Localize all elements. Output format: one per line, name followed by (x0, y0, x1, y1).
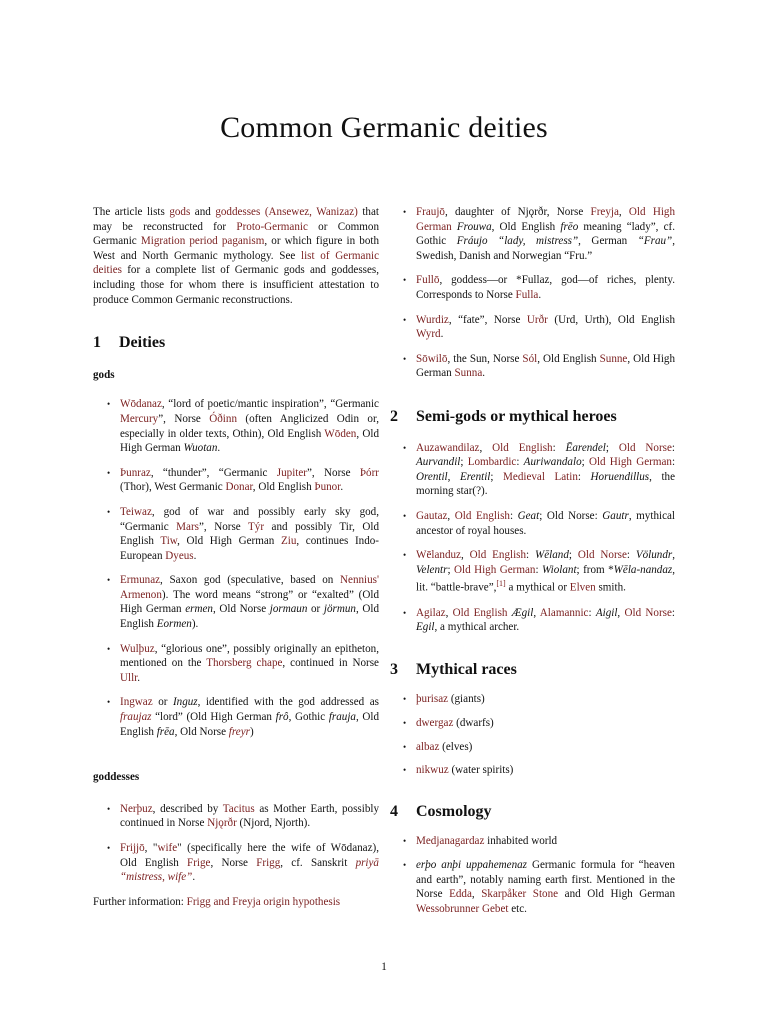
text-run: . (440, 328, 444, 341)
text-run: inhabited world (484, 835, 558, 848)
link[interactable]: Donar (225, 481, 253, 494)
link[interactable]: wife (157, 842, 178, 854)
link[interactable]: Thorsberg chape (206, 657, 283, 670)
text-run: , (617, 606, 625, 619)
bullet-icon: • (107, 399, 111, 410)
text-run: , Old English (252, 481, 315, 494)
text-run: , Old Norse (212, 603, 270, 616)
text-run: frauja (328, 711, 356, 724)
link[interactable]: (Ansewez, Wanizaz) (264, 206, 358, 218)
text-run: , “lord of poetic/mantic inspiration”, “Germanic (161, 398, 379, 411)
semigods-list (403, 441, 675, 635)
gods-list-item (107, 466, 379, 495)
text-run: that may be reconstructed for (93, 206, 379, 233)
text-run: , continues Indo-European (120, 535, 379, 562)
gods-list-item (107, 397, 380, 455)
link[interactable]: Medieval Latin (503, 470, 578, 483)
cosmology-list-item (403, 858, 675, 916)
text-run: : (526, 549, 536, 562)
races-list (403, 692, 675, 777)
link[interactable]: Jupiter (276, 466, 307, 479)
link[interactable]: Þunraz (120, 466, 151, 479)
link[interactable]: Freyja (590, 206, 619, 218)
text-run: , Norse (210, 856, 257, 869)
text-run: ; (568, 549, 578, 562)
text-run: Ēarendel (565, 441, 606, 454)
text-run: , cf. Sanskrit (280, 856, 356, 869)
text-run: or (307, 603, 324, 616)
text-run: Egil (416, 621, 435, 634)
text-run: Geat (517, 509, 540, 522)
bullet-icon: • (107, 643, 111, 654)
link[interactable]: Wyrd (416, 328, 441, 341)
link[interactable]: Wulþuz (120, 642, 155, 655)
link[interactable]: Frige (187, 856, 211, 869)
text-run: ”, Norse (198, 520, 248, 533)
text-run: , god of war and possibly early sky god, “Germanic (120, 505, 379, 533)
link[interactable]: Mars (176, 520, 199, 533)
bullet-icon: • (403, 275, 407, 286)
right-column (390, 205, 676, 916)
text-run: , German (578, 235, 638, 248)
text-run: (Njord, Njorth). (236, 817, 311, 830)
text-run: as Mother Earth, possibly continued in Norse (120, 802, 379, 830)
text-run: , Old English (120, 711, 380, 738)
link[interactable]: Óðinn (209, 412, 237, 425)
text-run: ; Old Norse: (539, 509, 603, 522)
text-run: and possibly Tir, Old English (120, 520, 379, 548)
text-run: Wēla-nandaz (613, 563, 673, 576)
left-column (93, 205, 379, 909)
text-run: , (471, 888, 482, 901)
bullet-icon: • (107, 575, 111, 586)
deities-list-continued (403, 205, 675, 381)
text-run: “Frau” (637, 235, 673, 248)
link[interactable]: Lombardic (467, 456, 517, 469)
text-run: frēo (560, 220, 579, 233)
link[interactable]: Týr (248, 520, 265, 533)
link[interactable]: Fraujō (416, 206, 445, 218)
section-title: Semi-gods or mythical heroes (416, 407, 617, 425)
link[interactable]: Alamannic (539, 606, 589, 619)
text-run: , (672, 549, 676, 562)
page-number: 1 (381, 961, 387, 973)
text-run: Aigil (595, 606, 618, 619)
gods-list (93, 397, 379, 739)
text-run: frô (275, 711, 289, 724)
link[interactable]: Fulla (515, 288, 539, 301)
subheading-gods: gods (93, 368, 115, 381)
bullet-icon: • (403, 607, 407, 618)
text-run: Auriwandalo (523, 456, 582, 469)
text-run: (often Anglicized Odin or, especially in older texts, Othin), Old English (120, 412, 379, 440)
link[interactable]: Wurdiz (416, 313, 449, 326)
text-run: : (588, 606, 596, 619)
link[interactable]: Skarpåker Stone (481, 888, 559, 901)
bullet-icon: • (107, 843, 111, 853)
link[interactable]: Old Norse (618, 441, 672, 454)
further-information (93, 895, 379, 910)
link[interactable]: Elven (569, 581, 596, 594)
bullet-icon: • (107, 467, 111, 478)
deities-list-item (403, 205, 676, 263)
link[interactable]: Auzawandilaz (416, 441, 480, 454)
link[interactable]: Urðr (526, 313, 548, 326)
text-run: Aurvandil (416, 456, 461, 469)
gods-list-item (107, 695, 380, 739)
text-run: , the morning star(?). (416, 470, 675, 498)
link[interactable]: Sunna (454, 367, 483, 380)
text-run: etc. (508, 902, 527, 915)
link[interactable]: Þunor (314, 481, 341, 494)
text-run: Further information: (93, 895, 187, 908)
link[interactable]: Njǫrðr (207, 817, 237, 830)
text-run: . (538, 288, 542, 301)
text-run: , or which figure in both West and North Germanic mythology. See (93, 235, 379, 262)
text-run: " (specifically here the wife of Wōdanaz), Old English (120, 842, 379, 869)
bullet-icon: • (107, 506, 111, 517)
text-run: Frouwa (456, 220, 492, 233)
text-run: ). (191, 618, 199, 631)
text-run: : (577, 470, 591, 483)
text-run: The article lists (93, 206, 170, 218)
link[interactable]: Wessobrunner Gebet (416, 902, 509, 915)
text-run: ; (490, 470, 504, 483)
text-run: , “glorious one”, possibly originally an epitheton, mentioned on the (120, 642, 379, 670)
link[interactable]: Wēlanduz (416, 549, 461, 562)
text-run: smith. (595, 581, 626, 594)
text-run: , (618, 206, 629, 218)
link[interactable]: Nerþuz (120, 802, 153, 815)
link[interactable]: Edda (449, 888, 472, 901)
text-run: or (152, 696, 173, 709)
deities-list-item (403, 313, 675, 342)
link[interactable]: Old High German (588, 456, 672, 469)
text-run: erþo anþi uppahemenaz (416, 858, 527, 871)
link[interactable]: Old English (469, 549, 527, 562)
text-run: , Old English (491, 220, 561, 233)
link[interactable]: Mercury (120, 412, 159, 425)
link[interactable]: Nennius' Armenon (120, 574, 379, 601)
bullet-icon: • (403, 550, 407, 561)
page-title: Common Germanic deities (220, 111, 548, 144)
link[interactable]: nikwuz (416, 764, 449, 777)
link[interactable]: [1] (496, 579, 506, 589)
section-title: Mythical races (416, 660, 517, 678)
semigods-list-item (403, 548, 676, 595)
text-run: ; (460, 456, 468, 469)
text-run: , " (144, 842, 158, 854)
section-number: 3 (390, 660, 398, 678)
section-title: Cosmology (416, 802, 492, 820)
link[interactable]: þurisaz (416, 693, 449, 706)
bullet-icon: • (403, 314, 407, 325)
cosmology-list-item (403, 834, 675, 849)
bullet-icon: • (403, 353, 407, 364)
text-run: Wiolant (542, 563, 577, 576)
gods-list-item (107, 505, 379, 563)
semigods-list-item (403, 441, 676, 499)
text-run: : (552, 441, 566, 454)
link[interactable]: Dyeus (165, 549, 194, 562)
text-run: : (671, 606, 675, 619)
text-run: , “fate”, Norse (448, 313, 527, 326)
text-run: , Old High German (177, 535, 281, 548)
text-run: , Old High German (416, 352, 675, 380)
text-run: ; (447, 563, 454, 576)
races-list-item (403, 692, 675, 707)
link[interactable]: Teiwaz (120, 505, 152, 518)
text-run: , (479, 441, 493, 454)
text-run: , (447, 470, 460, 483)
text-run: jormaun (269, 603, 308, 616)
text-run: ; (605, 441, 619, 454)
text-run: , Swedish, Danish and Norwegian “Fru.” (416, 235, 675, 262)
text-run: , lit. “battle-brave”, (416, 563, 675, 594)
text-run: : (535, 563, 543, 576)
link[interactable]: Fullō (416, 274, 440, 287)
text-run: , (447, 509, 455, 522)
text-run: , described by (152, 802, 223, 815)
text-run: Wuotan (183, 442, 218, 455)
link[interactable]: fraujaz (120, 711, 152, 724)
link[interactable]: gods (169, 206, 191, 218)
text-run: , Saxon god (speculative, based on (160, 574, 341, 587)
link[interactable]: Wōden (324, 427, 357, 440)
text-run: (dwarfs) (453, 716, 494, 729)
link[interactable]: Ullr (120, 671, 138, 684)
text-run: , Old High German (120, 427, 380, 455)
races-list-item (403, 763, 675, 778)
text-run: Fráujo “lady, mistress” (456, 235, 579, 248)
link[interactable]: Frigg (256, 856, 281, 869)
bullet-icon: • (107, 697, 111, 708)
bullet-icon: • (403, 741, 407, 752)
link[interactable]: albaz (416, 740, 440, 753)
text-run: : (671, 456, 676, 469)
link[interactable]: Old Norse (624, 606, 672, 619)
link[interactable]: Old Norse (577, 549, 627, 562)
section-number: 2 (390, 407, 398, 425)
link[interactable]: Sunne (599, 352, 628, 365)
bullet-icon: • (403, 765, 407, 776)
text-run: , (533, 606, 540, 619)
link[interactable]: list of Germanic deities (93, 249, 379, 277)
semigods-list-item (403, 509, 675, 538)
text-run: or Common Germanic (93, 220, 379, 248)
text-run: Eormen (156, 618, 192, 631)
subheading-goddesses: goddesses (93, 771, 140, 784)
link[interactable]: Sól (522, 352, 538, 365)
link[interactable]: Old English (454, 509, 510, 522)
section-heading-semigods (390, 407, 675, 425)
text-run: . (192, 871, 196, 884)
bullet-icon: • (403, 510, 407, 521)
text-run: ) (249, 725, 254, 738)
text-run: , daughter of Njǫrðr, Norse (444, 206, 591, 218)
deities-list-item (403, 273, 675, 302)
link[interactable]: Frijjō (120, 842, 145, 854)
bullet-icon: • (403, 859, 407, 870)
text-run: , (445, 606, 453, 619)
link[interactable]: Gautaz (416, 509, 448, 522)
text-run: . (482, 367, 486, 380)
link[interactable]: Medjanagardaz (416, 835, 485, 848)
link[interactable]: Tiw (160, 535, 178, 548)
text-run: frēa (156, 725, 175, 738)
text-run: Wēland (535, 549, 569, 562)
text-run: “lord” (Old High German (151, 711, 276, 724)
link[interactable]: Migration period paganism (140, 235, 265, 248)
link[interactable]: Old English (492, 441, 553, 454)
text-run: Gautr (602, 509, 629, 522)
bullet-icon: • (403, 207, 407, 217)
section-number: 4 (390, 802, 398, 820)
link[interactable]: Ingwaz (120, 696, 153, 709)
link[interactable]: priyā “mistress, wife” (120, 856, 379, 884)
gods-list-item (107, 573, 380, 631)
gods-list-item (107, 642, 379, 686)
section-number: 1 (93, 334, 101, 352)
text-run: (Urd, Urth), Old English (547, 313, 675, 326)
text-run: , Old English (537, 352, 600, 365)
link[interactable]: Þórr (359, 466, 379, 479)
text-run: , Old English (120, 603, 380, 631)
section-heading-deities (93, 336, 379, 351)
link[interactable]: goddesses (215, 206, 261, 218)
text-run: meaning “lady”, cf. Gothic (416, 220, 675, 248)
text-run: (elves) (439, 740, 473, 753)
text-run: , (460, 549, 470, 562)
text-run: Völundr (635, 549, 673, 562)
text-run: ”, Norse (158, 412, 210, 425)
text-run: , a mythical archer. (434, 621, 520, 634)
link[interactable]: Ermunaz (120, 574, 161, 587)
section-heading-cosmology (390, 802, 675, 820)
text-run: , Gothic (288, 711, 329, 724)
bullet-icon: • (107, 803, 111, 814)
goddesses-list-item (107, 841, 379, 885)
text-run: Ægil (511, 606, 534, 619)
text-run: a mythical or (505, 581, 570, 594)
text-run: Erentil (459, 470, 491, 483)
races-list-item (403, 716, 675, 731)
text-run: : (516, 456, 524, 469)
link[interactable]: Ziu (280, 535, 297, 548)
bullet-icon: • (403, 694, 407, 705)
link[interactable]: Tacitus (222, 802, 255, 815)
link[interactable]: dwergaz (416, 716, 454, 729)
section-heading-races (390, 660, 675, 678)
link[interactable]: Frigg and Freyja origin hypothesis (186, 895, 341, 908)
text-run: Orentil (416, 470, 448, 483)
goddesses-list (93, 802, 379, 885)
semigods-list-item (403, 606, 675, 635)
bullet-icon: • (403, 836, 407, 847)
text-run: and (190, 206, 216, 218)
text-run: , mythical ancestor of royal houses. (416, 509, 675, 537)
text-run: . (217, 442, 221, 455)
races-list-item (403, 740, 675, 755)
link[interactable]: Old High German (416, 206, 676, 233)
bullet-icon: • (403, 717, 407, 728)
goddesses-list-item (107, 802, 379, 831)
bullet-icon: • (403, 442, 407, 453)
link[interactable]: Proto-Germanic (236, 220, 308, 233)
text-run: . (137, 671, 141, 684)
text-run: Germanic formula for “heaven and earth”, notably naming earth first. Mentioned in the Norse (416, 858, 675, 901)
link[interactable]: Sōwilō (416, 352, 448, 365)
intro-paragraph (93, 205, 379, 307)
text-run: , continued in Norse (282, 657, 379, 670)
text-run: : (671, 441, 675, 454)
text-run: ermen (185, 603, 213, 616)
text-run: , Old Norse (174, 725, 229, 738)
text-run: and Old High German (558, 888, 675, 901)
link[interactable]: Agilaz (416, 606, 446, 619)
text-run: , goddess—or *Fullaz, god—of riches, plenty. Corresponds to Norse (416, 274, 675, 301)
text-run: Velentr (416, 563, 448, 576)
cosmology-list (403, 834, 675, 916)
link[interactable]: Wōdanaz (120, 398, 162, 411)
text-run: , the Sun, Norse (447, 352, 523, 365)
text-run: , identified with the god addressed as (197, 696, 379, 709)
text-run: . (193, 549, 197, 562)
text-run: ; from * (576, 563, 614, 576)
text-run: . (340, 481, 344, 494)
text-run: (giants) (448, 693, 485, 706)
text-run: (Thor), West Germanic (120, 481, 226, 494)
link[interactable]: freyr (228, 725, 250, 738)
text-run: ; (581, 456, 589, 469)
text-run: Horuendillus (590, 470, 650, 483)
text-run: (water spirits) (448, 764, 514, 777)
link[interactable]: Old English (452, 606, 508, 619)
text-run: ”, Norse (307, 466, 360, 479)
link[interactable]: Old High German (453, 563, 536, 576)
section-title: Deities (119, 334, 166, 352)
text-run: : (509, 509, 518, 522)
text-run: Inguz (172, 696, 198, 709)
text-run: jörmun (323, 603, 356, 616)
deities-list-item (403, 352, 675, 381)
text-run: , “thunder”, “Germanic (150, 466, 277, 479)
text-run: : (626, 549, 636, 562)
text-run: ). The word means “strong” or “exalted” (Old High German (120, 588, 379, 616)
text-run: for a complete list of Germanic gods and goddesses, including those for whom there is insufficient attestation to produce Common Germanic reconstructions. (93, 264, 379, 306)
